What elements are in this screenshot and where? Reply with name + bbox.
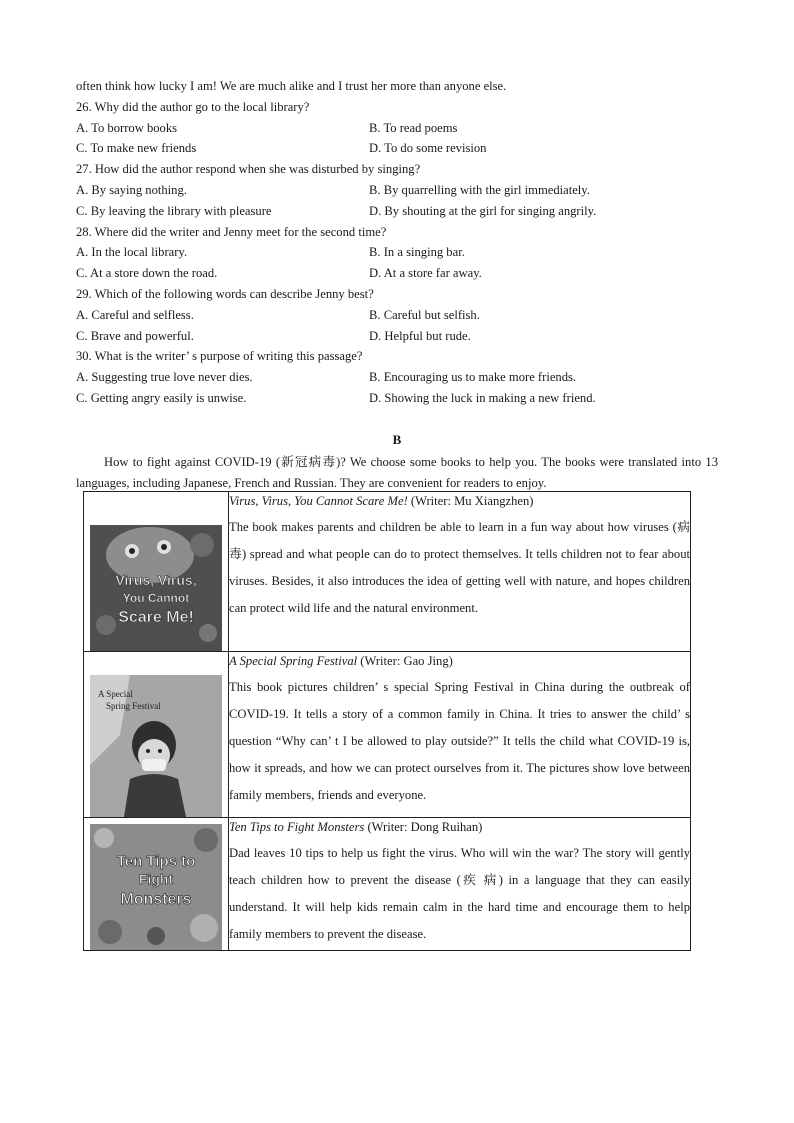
- book-description: This book pictures children’ s special Spring Festival in China during the outbreak of COVID-19. It tells a story of a common family in China. It tries to answer the child’ s question “Why can’ t I be allowed to play outside?” It tells the child what COVID-19 is, how it spreads, and how we can protect ourselves from it. The pictures show love between family members, friends and everyone.: [229, 680, 690, 802]
- book-cover-cell: [84, 652, 229, 818]
- book-cover-cell: [84, 818, 229, 951]
- question-27-stem: 27. How did the author respond when she was disturbed by singing?: [76, 162, 421, 176]
- book-cover-virus-art: [90, 525, 222, 651]
- book-description: The book makes parents and children be able to learn in a fun way about how viruses (病 毒) spread and what people can do to protect themselves. It tells children not to fear about viruses. Besides, it also introduces the idea of getting well with nature, and hopes children can protect wild life and the natural environment.: [229, 520, 690, 615]
- book-cover-spring-line2: Spring Festival: [106, 701, 161, 711]
- book-cover-virus-line1: Virus, Virus,: [115, 572, 197, 588]
- question-30-option-c[interactable]: C. Getting angry easily is unwise.: [76, 391, 247, 405]
- book-heading: [229, 818, 690, 836]
- section-b-intro: How to fight against COVID-19 (新冠病毒)? We choose some books to help you. The books were translated into 13 languages, including Japanese, French and Russian. They are convenient for readers to enjoy.: [76, 455, 718, 490]
- books-table: [83, 491, 691, 951]
- question-26-option-a[interactable]: A. To borrow books: [76, 121, 178, 135]
- question-27-option-b[interactable]: B. By quarrelling with the girl immediately.: [369, 183, 590, 197]
- question-28-stem: 28. Where did the writer and Jenny meet for the second time?: [76, 225, 387, 239]
- book-writer: (Writer: Dong Ruihan): [364, 820, 483, 834]
- section-b-heading: B: [392, 432, 402, 447]
- book-cover-spring-line1: A Special: [98, 689, 133, 699]
- question-26-option-c[interactable]: C. To make new friends: [76, 141, 197, 155]
- book-writer: (Writer: Mu Xiangzhen): [407, 494, 534, 508]
- book-cover-spring-festival-art: [90, 675, 222, 817]
- book-info-cell: [229, 492, 691, 652]
- passage-last-line: often think how lucky I am! We are much alike and I trust her more than anyone else.: [76, 79, 507, 93]
- question-26-stem: 26. Why did the author go to the local library?: [76, 100, 310, 114]
- question-30-option-b[interactable]: B. Encouraging us to make more friends.: [369, 370, 577, 384]
- book-cover-virus-line2: You Cannot: [122, 591, 190, 605]
- book-heading: [229, 492, 690, 510]
- book-cover-tips-line1: Ten Tips to: [116, 853, 196, 870]
- book-row: [84, 652, 691, 818]
- book-heading: [229, 652, 690, 670]
- question-30-option-a[interactable]: A. Suggesting true love never dies.: [76, 370, 253, 384]
- question-26-option-b[interactable]: B. To read poems: [369, 121, 458, 135]
- question-28-option-c[interactable]: C. At a store down the road.: [76, 266, 218, 280]
- book-info-cell: [229, 652, 691, 818]
- question-29-stem: 29. Which of the following words can describe Jenny best?: [76, 287, 374, 301]
- question-30-stem: 30. What is the writer’ s purpose of writing this passage?: [76, 349, 363, 363]
- book-cover-virus-line3: Scare Me!: [118, 609, 194, 626]
- book-writer: (Writer: Gao Jing): [357, 654, 453, 668]
- question-29-option-c[interactable]: C. Brave and powerful.: [76, 329, 194, 343]
- question-28-option-d[interactable]: D. At a store far away.: [369, 266, 482, 280]
- question-27-option-c[interactable]: C. By leaving the library with pleasure: [76, 204, 272, 218]
- book-row: [84, 818, 691, 951]
- book-cover-virus: [90, 525, 222, 651]
- book-cover-ten-tips-art: [90, 824, 222, 950]
- book-cover-tips-line2: Fight: [138, 871, 174, 887]
- book-title: Virus, Virus, You Cannot Scare Me!: [229, 494, 408, 508]
- question-29-option-b[interactable]: B. Careful but selfish.: [369, 308, 480, 322]
- question-30-option-d[interactable]: D. Showing the luck in making a new friend.: [369, 391, 596, 405]
- question-29-option-a[interactable]: A. Careful and selfless.: [76, 308, 194, 322]
- question-28-option-a[interactable]: A. In the local library.: [76, 245, 188, 259]
- book-row: [84, 492, 691, 652]
- book-description: Dad leaves 10 tips to help us fight the virus. Who will win the war? The story will gently teach children how to prevent the disease (疾 病) in a language that they can easily understand. It will help kids remain calm in the hard time and encourage them to help family members to prevent the disease.: [229, 846, 690, 941]
- question-29-option-d[interactable]: D. Helpful but rude.: [369, 329, 471, 343]
- book-cover-ten-tips: [90, 824, 222, 950]
- question-27-option-d[interactable]: D. By shouting at the girl for singing angrily.: [369, 204, 597, 218]
- book-title: A Special Spring Festival: [229, 654, 358, 668]
- question-27-option-a[interactable]: A. By saying nothing.: [76, 183, 187, 197]
- book-cover-spring-festival: [90, 675, 222, 817]
- question-28-option-b[interactable]: B. In a singing bar.: [369, 245, 465, 259]
- book-title: Ten Tips to Fight Monsters: [229, 820, 365, 834]
- book-cover-tips-line3: Monsters: [120, 891, 192, 908]
- book-info-cell: [229, 818, 691, 951]
- book-cover-cell: [84, 492, 229, 652]
- question-26-option-d[interactable]: D. To do some revision: [369, 141, 487, 155]
